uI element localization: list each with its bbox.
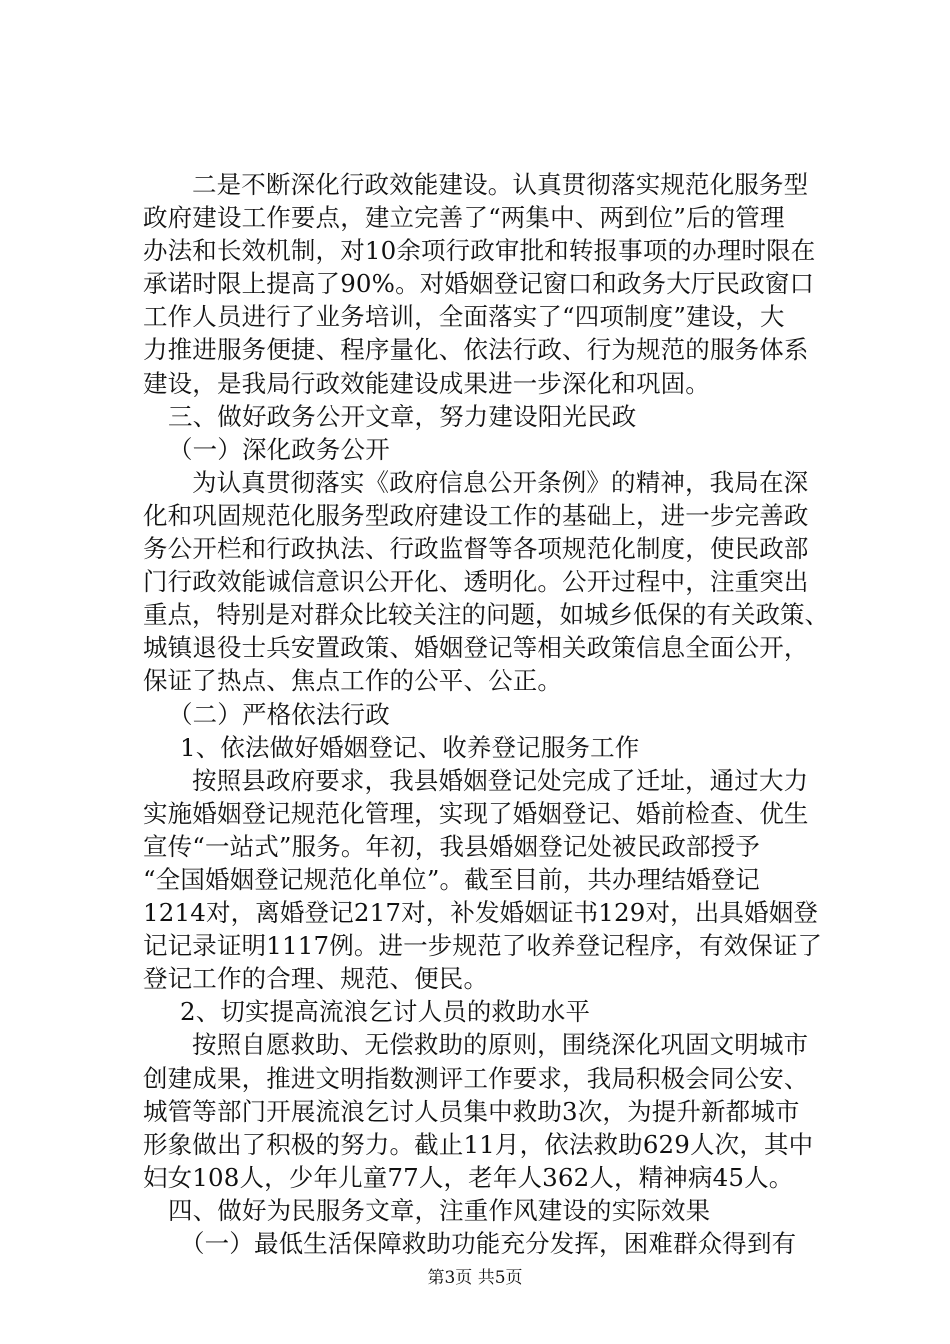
subsection-heading: （一）最低生活保障救助功能充分发挥，困难群众得到有 [180,1229,797,1258]
paragraph-line: 1214对，离婚登记217对，补发婚姻证书129对，出具婚姻登 [143,898,819,928]
paragraph-line: 化和巩固规范化服务型政府建设工作的基础上，进一步完善政 [143,500,809,530]
section-heading: 三、做好政务公开文章，努力建设阳光民政 [168,401,637,431]
page-number-footer: 第3页 共5页 [427,1268,523,1288]
paragraph-line: 保证了热点、焦点工作的公平、公正。 [143,666,563,696]
paragraph-line: 实施婚姻登记规范化管理，实现了婚姻登记、婚前检查、优生 [143,798,809,828]
paragraph-line: 建设，是我局行政效能建设成果进一步深化和巩固。 [143,368,710,398]
subsection-heading: （二）严格依法行政 [168,699,390,729]
paragraph-line: 登记工作的合理、规范、便民。 [143,964,489,994]
paragraph-line: 门行政效能诚信意识公开化、透明化。公开过程中，注重突出 [143,567,809,597]
paragraph-line: 宣传“一站式”服务。年初，我县婚姻登记处被民政部授予 [143,831,760,861]
paragraph-line: 二是不断深化行政效能建设。认真贯彻落实规范化服务型 [192,170,809,199]
item-heading: 1、依法做好婚姻登记、收养登记服务工作 [180,732,640,762]
paragraph-line: 城管等部门开展流浪乞讨人员集中救助3次，为提升新都城市 [143,1096,800,1126]
paragraph-line: 为认真贯彻落实《政府信息公开条例》的精神，我局在深 [192,467,809,497]
paragraph-line: “全国婚姻登记规范化单位”。截至目前，共办理结婚登记 [143,864,760,894]
paragraph-line: 形象做出了积极的努力。截止11月，依法救助629人次，其中 [143,1129,814,1159]
subsection-heading: （一）深化政务公开 [168,434,390,464]
paragraph-line: 重点，特别是对群众比较关注的问题，如城乡低保的有关政策、 [143,600,829,630]
document-body [143,168,843,1260]
paragraph-line: 务公开栏和行政执法、行政监督等各项规范化制度，使民政部 [143,534,809,564]
paragraph-line: 按照自愿救助、无偿救助的原则，围绕深化巩固文明城市 [192,1030,809,1060]
paragraph-line: 妇女108人，少年儿童77人，老年人362人，精神病45人。 [143,1162,794,1192]
paragraph-line: 办法和长效机制，对10余项行政审批和转报事项的办理时限在 [143,236,816,266]
paragraph-line: 按照县政府要求，我县婚姻登记处完成了迁址，通过大力 [192,765,809,795]
paragraph-line: 城镇退役士兵安置政策、婚姻登记等相关政策信息全面公开， [143,633,809,663]
paragraph-line: 承诺时限上提高了90%。对婚姻登记窗口和政务大厅民政窗口 [143,269,815,299]
paragraph-line: 记记录证明1117例。进一步规范了收养登记程序，有效保证了 [143,931,823,961]
item-heading: 2、切实提高流浪乞讨人员的救助水平 [180,997,591,1027]
paragraph-line: 创建成果，推进文明指数测评工作要求，我局积极会同公安、 [143,1063,809,1093]
paragraph-line: 政府建设工作要点，建立完善了“两集中、两到位”后的管理 [143,203,785,233]
section-heading: 四、做好为民服务文章，注重作风建设的实际效果 [168,1195,711,1225]
paragraph-line: 工作人员进行了业务培训，全面落实了“四项制度”建设，大 [143,302,785,332]
paragraph-line: 力推进服务便捷、程序量化、依法行政、行为规范的服务体系 [143,335,809,365]
